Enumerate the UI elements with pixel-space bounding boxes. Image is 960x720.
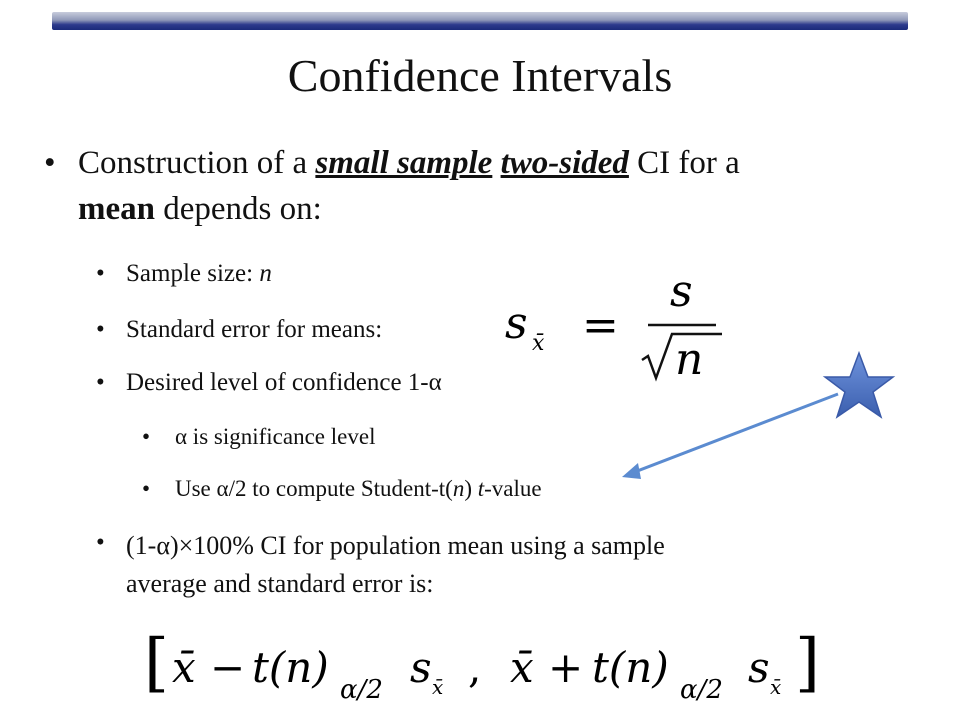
ci-line2: average and standard error is: (126, 569, 434, 598)
use-alpha-suffix: -value (484, 476, 542, 501)
use-alpha-half: α/2 (216, 476, 247, 501)
bullet-dot: • (44, 145, 56, 181)
ci-sub-2: α/2 (680, 675, 723, 705)
use-alpha-prefix: Use (175, 476, 217, 501)
ci-close-bracket: ] (795, 626, 820, 700)
ci-s-2-sub: x̄ (770, 675, 782, 699)
sample-size-label: Sample size: (126, 260, 260, 287)
use-alpha-n: n (452, 476, 465, 501)
bullet-standard-error: Standard error for means: (126, 316, 383, 343)
formula-se-lhs-s: s (505, 298, 528, 349)
ci-xbar-1: x̄ (172, 643, 196, 692)
bullet-dot: • (96, 369, 105, 396)
ci-line1: (1-α)×100% CI for population mean using a sample (126, 531, 665, 560)
header-decoration-bar (52, 12, 908, 30)
emphasis-small-sample: small sample (315, 145, 493, 181)
bullet-dot: • (142, 424, 151, 449)
bullet-dot: • (96, 529, 105, 556)
main-bullet-space (492, 145, 500, 181)
emphasis-mean: mean (78, 191, 155, 227)
formula-se-lhs-sub: x̄ (532, 331, 545, 356)
ci-s-2: s (748, 643, 770, 692)
ci-t-2: t(n) (592, 643, 669, 692)
main-bullet-part3: depends on: (155, 191, 322, 227)
slide-title: Confidence Intervals (287, 50, 673, 101)
formula-se-equals: = (582, 300, 619, 351)
formula-se-denom: n (675, 334, 704, 385)
ci-plus: + (548, 643, 584, 692)
ci-comma: , (468, 643, 482, 692)
bullet-dot: • (96, 260, 105, 287)
arrow-icon (610, 380, 850, 490)
bullet-confidence: Desired level of confidence 1-α (126, 369, 442, 396)
ci-open-bracket: [ (144, 626, 169, 700)
use-alpha-text: to compute Student-t( (246, 476, 453, 501)
bullet-ci (126, 527, 926, 603)
bullet-sample-size (126, 258, 272, 290)
sample-size-var: n (259, 260, 272, 287)
bullet-use-alpha (175, 474, 542, 504)
bullet-alpha: α is significance level (175, 424, 376, 449)
emphasis-two-sided: two-sided (500, 145, 629, 181)
ci-t-1: t(n) (252, 643, 329, 692)
confidence-interval-formula (140, 622, 820, 714)
main-bullet-part2: CI for a (628, 145, 740, 181)
use-alpha-t: t (477, 476, 485, 501)
main-bullet-text (78, 140, 938, 232)
ci-s-1-sub: x̄ (432, 675, 444, 699)
ci-s-1: s (410, 643, 432, 692)
ci-sub-1: α/2 (340, 675, 383, 705)
bullet-dot: • (142, 476, 151, 501)
ci-xbar-2: x̄ (510, 643, 534, 692)
standard-error-formula (500, 268, 740, 388)
formula-se-numer: s (670, 268, 693, 317)
use-alpha-close: ) (464, 476, 478, 501)
bullet-dot: • (96, 316, 105, 343)
main-bullet-part1: Construction of a (78, 145, 316, 181)
ci-minus: − (210, 643, 246, 692)
